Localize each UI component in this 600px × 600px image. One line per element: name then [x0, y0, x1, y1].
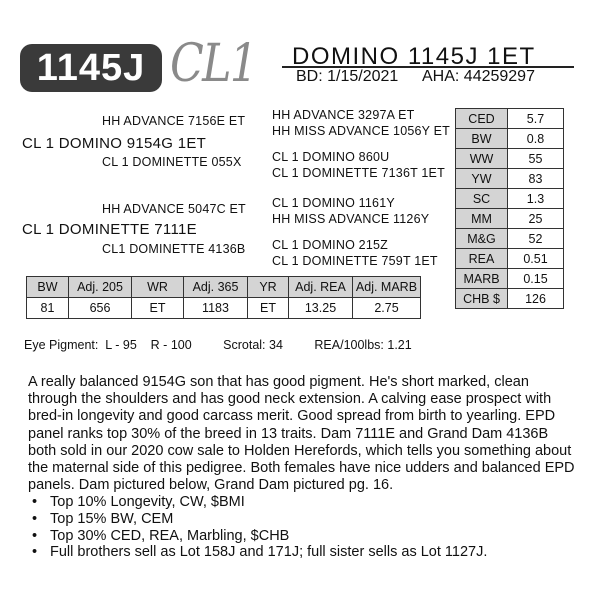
epd-row — [456, 269, 564, 289]
epd-row — [456, 109, 564, 129]
pedigree-sire: CL 1 DOMINO 9154G 1ET — [22, 135, 207, 152]
pedigree-dam: CL 1 DOMINETTE 7111E — [22, 221, 197, 238]
epd-row — [456, 129, 564, 149]
epd-label: MM — [456, 209, 508, 229]
scrotal-measure: Scrotal: 34 — [223, 338, 283, 352]
epd-value: 25 — [508, 209, 564, 229]
epd-table — [455, 108, 564, 309]
performance-header: Adj. 205 — [69, 277, 132, 298]
list-item: • Top 15% BW, CEM — [28, 511, 580, 528]
animal-name: DOMINO 1145J 1ET — [292, 43, 536, 70]
epd-row — [456, 209, 564, 229]
epd-value: 0.15 — [508, 269, 564, 289]
pedigree-sire-dam-sire: CL 1 DOMINO 860U — [272, 150, 390, 164]
performance-value: ET — [248, 298, 289, 319]
performance-header: YR — [248, 277, 289, 298]
birth-date: BD: 1/15/2021 — [296, 68, 399, 85]
epd-value: 0.51 — [508, 249, 564, 269]
performance-value: 81 — [27, 298, 69, 319]
eye-pigment: Eye Pigment: L - 95 R - 100 — [24, 338, 192, 352]
lot-number-badge: 1145J — [20, 44, 162, 92]
performance-value: ET — [132, 298, 184, 319]
epd-value: 0.8 — [508, 129, 564, 149]
performance-header: BW — [27, 277, 69, 298]
epd-row — [456, 189, 564, 209]
performance-header: WR — [132, 277, 184, 298]
list-item: • Top 10% Longevity, CW, $BMI — [28, 494, 580, 511]
epd-label: REA — [456, 249, 508, 269]
epd-row — [456, 229, 564, 249]
pedigree-dam-dam: CL1 DOMINETTE 4136B — [102, 242, 246, 256]
performance-value: 2.75 — [353, 298, 421, 319]
measurements-line — [24, 338, 440, 352]
brand-logo: CL1 — [170, 34, 257, 94]
pedigree-sire-sire: HH ADVANCE 7156E ET — [102, 114, 246, 128]
performance-header: Adj. 365 — [184, 277, 248, 298]
epd-label: CHB $ — [456, 289, 508, 309]
epd-value: 52 — [508, 229, 564, 249]
performance-value-row — [27, 298, 421, 319]
list-item: • Top 30% CED, REA, Marbling, $CHB — [28, 528, 580, 545]
epd-value: 126 — [508, 289, 564, 309]
performance-table — [26, 276, 421, 319]
registration-number: AHA: 44259297 — [422, 68, 535, 85]
epd-row — [456, 169, 564, 189]
pedigree-sire-dam: CL 1 DOMINETTE 055X — [102, 155, 242, 169]
epd-label: CED — [456, 109, 508, 129]
pedigree-dam-sire: HH ADVANCE 5047C ET — [102, 202, 246, 216]
pedigree-sire-dam-dam: CL 1 DOMINETTE 7136T 1ET — [272, 166, 445, 180]
pedigree-sire-sire-sire: HH ADVANCE 3297A ET — [272, 108, 415, 122]
epd-label: M&G — [456, 229, 508, 249]
epd-label: SC — [456, 189, 508, 209]
epd-label: WW — [456, 149, 508, 169]
epd-row — [456, 249, 564, 269]
description-paragraph: A really balanced 9154G son that has good pigment. He's short marked, clean through the shoulders and has good neck extension. A calving ease prospect with bred-in longevity and good carcass merit. Good spread from birth to yearling. EPD panel ranks top 30% of the breed in 13 traits. Dam 7111E and Grand Dam 4136B both sold in our 2020 cow sale to Holden Herefords, which tells you something about the maternal side of this pedigree. Both females have nice udders and balanced EPD panels. Dam pictured below, Grand Dam pictured pg. 16. — [28, 374, 575, 494]
performance-value: 1183 — [184, 298, 248, 319]
pedigree-dam-dam-dam: CL 1 DOMINETTE 759T 1ET — [272, 254, 438, 268]
epd-label: MARB — [456, 269, 508, 289]
epd-value: 5.7 — [508, 109, 564, 129]
epd-label: BW — [456, 129, 508, 149]
epd-row — [456, 149, 564, 169]
performance-value: 13.25 — [289, 298, 353, 319]
rea-per-100lbs: REA/100lbs: 1.21 — [314, 338, 412, 352]
epd-row — [456, 289, 564, 309]
pedigree-dam-dam-sire: CL 1 DOMINO 215Z — [272, 238, 388, 252]
epd-value: 83 — [508, 169, 564, 189]
epd-value: 1.3 — [508, 189, 564, 209]
performance-header: Adj. REA — [289, 277, 353, 298]
pedigree-sire-sire-dam: HH MISS ADVANCE 1056Y ET — [272, 124, 451, 138]
list-item: • Full brothers sell as Lot 158J and 171J; full sister sells as Lot 1127J. — [28, 544, 580, 561]
epd-value: 55 — [508, 149, 564, 169]
performance-header-row — [27, 277, 421, 298]
performance-value: 656 — [69, 298, 132, 319]
pedigree-dam-sire-sire: CL 1 DOMINO 1161Y — [272, 196, 395, 210]
epd-label: YW — [456, 169, 508, 189]
performance-header: Adj. MARB — [353, 277, 421, 298]
pedigree-dam-sire-dam: HH MISS ADVANCE 1126Y — [272, 212, 430, 226]
highlights-list — [28, 494, 580, 561]
